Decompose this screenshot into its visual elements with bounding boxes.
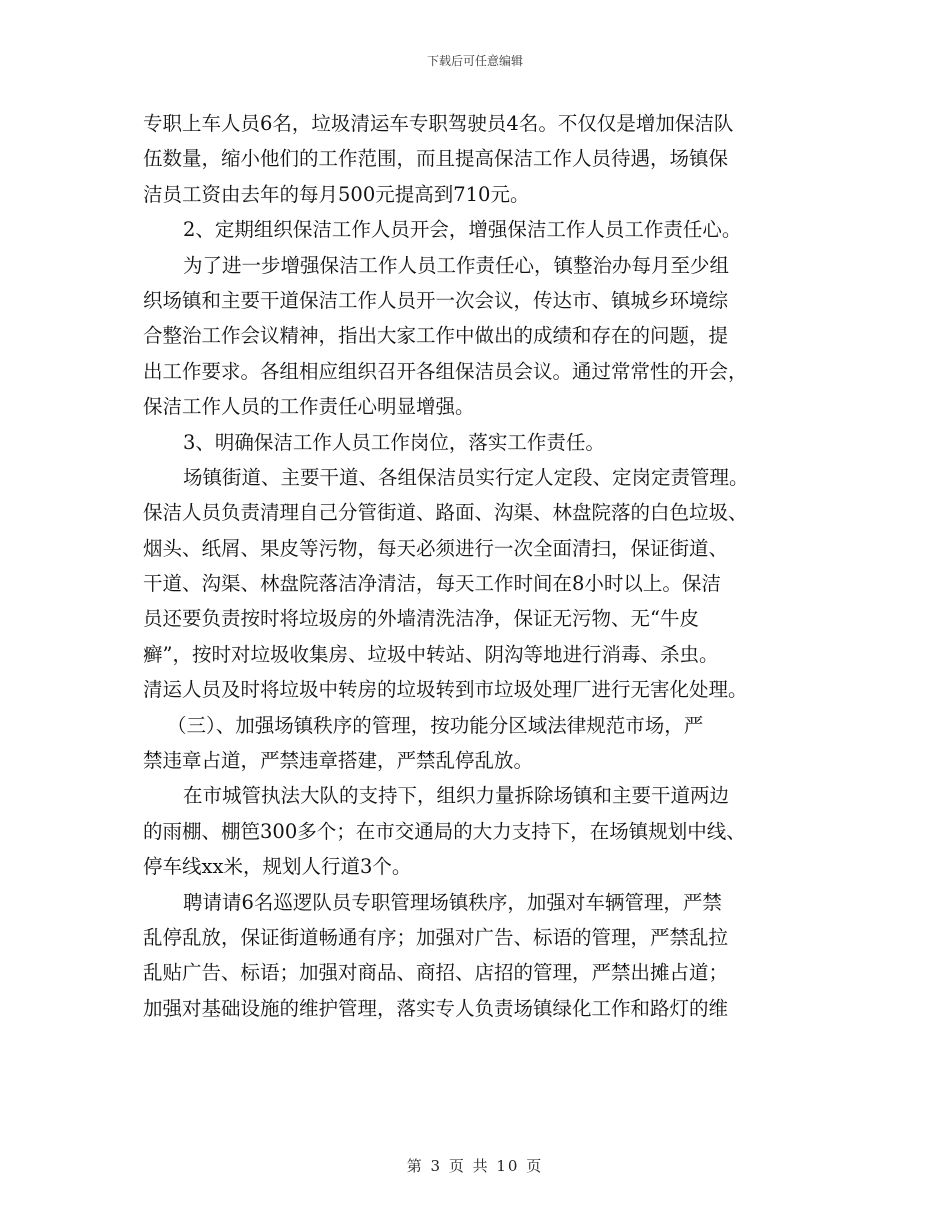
text-line: 伍数量，缩小他们的工作范围，而且提高保洁工作人员待遇，场镇保: [143, 147, 729, 171]
text-line: 员还要负责按时将垃圾房的外墙清洗洁净，保证无污物、无“牛皮: [143, 607, 699, 631]
text-line: 清运人员及时将垃圾中转房的垃圾转到市垃圾处理厂进行无害化处理。: [143, 678, 748, 702]
text-line: 加强对基础设施的维护管理，落实专人负责场镇绿化工作和路灯的维: [143, 996, 729, 1020]
text-line: 乱贴广告、标语；加强对商品、商招、店招的管理，严禁出摊占道；: [143, 961, 729, 985]
text-line: 洁员工资由去年的每月500元提高到710元。: [143, 182, 530, 206]
paragraph-first-line: 场镇街道、主要干道、各组保洁员实行定人定段、定岗定责管理。: [183, 465, 749, 489]
text-line: 出工作要求。各组相应组织召开各组保洁员会议。通过常常性的开会，: [143, 359, 748, 383]
text-line: 干道、沟渠、林盘院落洁净清洁，每天工作时间在8小时以上。保洁: [143, 572, 721, 596]
text-line: 织场镇和主要干道保洁工作人员开一次会议，传达市、镇城乡环境综: [143, 288, 729, 312]
text-line: 停车线xx米，规划人行道3个。: [143, 855, 412, 879]
text-line: 癣”，按时对垃圾收集房、垃圾中转站、阴沟等地进行消毒、杀虫。: [143, 642, 719, 666]
text-line: 专职上车人员6名，垃圾清运车专职驾驶员4名。不仅仅是增加保洁队: [143, 112, 734, 135]
text-line: 的雨棚、棚笆300多个；在市交通局的大力支持下，在场镇规划中线、: [143, 819, 746, 843]
text-line: 乱停乱放，保证街道畅通有序；加强对广告、标语的管理，严禁乱拉: [143, 925, 729, 949]
text-line: 禁违章占道，严禁违章搭建，严禁乱停乱放。: [143, 749, 534, 773]
header-note: 下载后可任意编辑: [426, 54, 523, 68]
paragraph-first-line: 为了进一步增强保洁工作人员工作责任心，镇整治办每月至少组: [183, 253, 730, 277]
paragraph-first-line: 聘请请6名巡逻队员专职管理场镇秩序，加强对车辆管理，严禁: [183, 890, 722, 914]
section-heading: （三）、加强场镇秩序的管理，按功能分区域法律规范市场，严: [167, 713, 704, 737]
section-heading: 3、明确保洁工作人员工作岗位，落实工作责任。: [183, 430, 605, 454]
page-number: 第 3 页 共 10 页: [406, 1157, 544, 1175]
paragraph-first-line: 在市城管执法大队的支持下，组织力量拆除场镇和主要干道两边: [183, 784, 730, 808]
section-heading: 2、定期组织保洁工作人员开会，增强保洁工作人员工作责任心。: [183, 218, 742, 242]
text-line: 合整治工作会议精神，指出大家工作中做出的成绩和存在的问题，提: [143, 324, 729, 348]
text-line: 保洁人员负责清理自己分管街道、路面、沟渠、林盘院落的白色垃圾、: [143, 501, 748, 525]
text-line: 烟头、纸屑、果皮等污物，每天必须进行一次全面清扫，保证街道、: [143, 536, 729, 560]
document-body: [143, 106, 823, 1026]
text-line: 保洁工作人员的工作责任心明显增强。: [143, 395, 475, 419]
